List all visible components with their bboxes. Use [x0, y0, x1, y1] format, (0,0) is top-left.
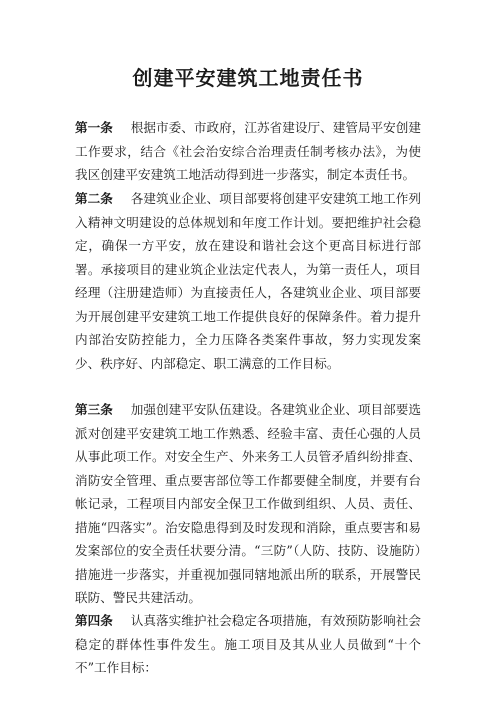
article-number: 第二条	[75, 191, 113, 206]
article-text: 各建筑业企业、项目部要将创建平安建筑工地工作列入精神文明建设的总体规划和年度工作计划。要把维护社会稳定，确保一方平安，放在建设和谐社会这个更高目标进行部署。承接项目的建业筑企业法定代表人，为第一责任人，项目经理（注册建造师）为直接责任人，各建筑业企业、项目部要为开展创建平安建筑工地工作提供良好的保障条件。着力提升内部治安防控能力，全力压降各类案件事故，努力实现发案少、秩序好、内部稳定、职工满意的工作目标。	[75, 191, 421, 371]
article-text: 根据市委、市政府，江苏省建设厅、建管局平安创建工作要求，结合《社会治安综合治理责任制考核办法》，为使我区创建平安建筑工地活动得到进一步落实，制定本责任书。	[75, 120, 421, 182]
article-text: 加强创建平安队伍建设。各建筑业企业、项目部要选派对创建平安建筑工地工作熟悉、经验丰富、责任心强的人员从事此项工作。对安全生产、外来务工人员管矛盾纠纷排查、消防安全管理、重点要害部位等工作都要健全制度，并要有台帐记录，工程项目内部安全保卫工作做到组织、人员、责任、措施“四落实”。治安隐患得到及时发现和消除，重点要害和易发案部位的安全责任状要分清。“三防”（人防、技防、设施防）措施进一步落实，并重视加强同辖地派出所的联系，开展警民联防、警民共建活动。	[75, 402, 421, 605]
article-number: 第一条	[75, 120, 113, 135]
article-1	[75, 116, 421, 187]
article-text: 认真落实维护社会稳定各项措施，有效预防影响社会稳定的群体性事件发生。施工项目及其从业人员做到“十个不”工作目标：	[75, 613, 421, 675]
article-4	[75, 609, 421, 680]
article-number: 第三条	[75, 402, 113, 417]
article-number: 第四条	[75, 613, 113, 628]
article-3	[75, 398, 421, 610]
article-2	[75, 187, 421, 375]
document-title: 创建平安建筑工地责任书	[132, 66, 364, 90]
